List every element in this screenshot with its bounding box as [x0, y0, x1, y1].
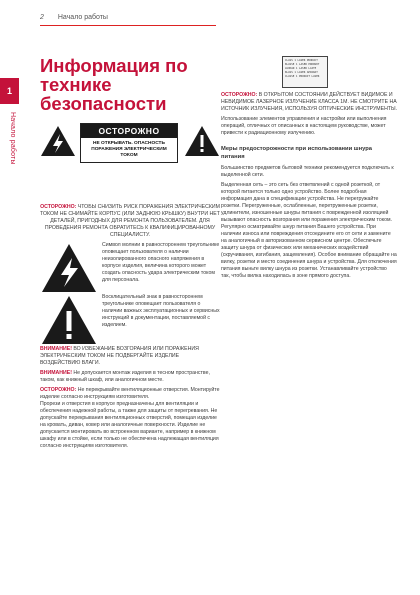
caution2-text: Не перекрывайте вентиляционные отверстия. Монтируйте изделие согласно инструкциям изготовителя. [40, 387, 220, 400]
laser-label [282, 56, 328, 88]
right-column [221, 92, 397, 283]
warning-graphic [40, 123, 220, 200]
laser-caution-paragraph [221, 92, 397, 113]
caution2-label: ОСТОРОЖНО: [40, 387, 77, 393]
caution-box-body: НЕ ОТКРЫВАТЬ. ОПАСНОСТЬ ПОРАЖЕНИЯ ЭЛЕКТРИЧЕСКИМ ТОКОМ [91, 141, 167, 158]
page-number: 2 [40, 14, 44, 21]
caution-label: ОСТОРОЖНО: [40, 204, 77, 210]
lightning-triangle-icon [40, 125, 76, 157]
power-heading: Меры предосторожности при использовании шнура питания [221, 146, 373, 160]
warning1-text: ВО ИЗБЕЖАНИЕ ВОЗГОРАНИЯ ИЛИ ПОРАЖЕНИЯ ЭЛЕКТРИЧЕСКИМ ТОКОМ НЕ ПОДВЕРГАЙТЕ ИЗДЕЛИЕ ВОЗДЕЙСТВИЮ ВЛАГИ. [40, 346, 199, 366]
caution-box [80, 123, 178, 163]
chapter-tab: 1 [0, 78, 19, 104]
warning1-paragraph [40, 346, 220, 367]
lightning-paragraph [40, 242, 220, 294]
caution-box-heading: ОСТОРОЖНО [81, 124, 177, 138]
laser-label-line: CLASSE 1 PRODUIT LASER [285, 75, 320, 78]
exclamation-triangle-icon [184, 125, 220, 157]
chapter-label: Начало работы [9, 112, 16, 165]
warning2-paragraph [40, 370, 220, 384]
laser-label-line: CLASS 1 LASER PRODUCT [285, 59, 318, 62]
laser-caution-label: ОСТОРОЖНО: [221, 92, 258, 98]
laser-note: Использование элементов управления и настройки или выполнения операций, отличных от описанных в настоящем руководстве, может привести к радиационному излучению. [221, 116, 387, 136]
page-header [40, 14, 108, 21]
power-paragraph-2: Выделенная сеть – это сеть без ответвлений с одной розеткой, от которой питается только одно устройство. Более подробная информация дана в спецификации устройства. Не перегружайте розетки. Перегруженные, ослабленные, перетруженные розетки, удлинители, изношенные шнуры питания с поврежденной изоляцией вызывают опасность возгорания или поражения электрическим током. Регулярно осматривайте шнур питания Вашего устройства. При наличии износа или повреждения отсоедините его от сети и замените на аналогичный в авторизованном сервисном центре. Обеспечьте защиту шнура от физических или механических воздействий (скручивания, изгибания, защемления). Особое внимание обращайте на вилку, розетки и место соединения шнура и устройства. Для отключения питания выньте вилку шнура из розетки. Устанавливайте устройство так, чтобы вилка находилась в зоне прямого доступа. [221, 182, 397, 279]
left-column [40, 56, 220, 453]
warning1-label: ВНИМАНИЕ! [40, 346, 72, 352]
exclamation-text: Восклицательный знак в равностороннем треугольнике оповещает пользователя о наличии важных эксплуатационных и сервисных инструкций в документации, поставляемой с изделием. [102, 294, 220, 328]
laser-label-line: KLASS 1 LASER APPARAT [285, 71, 318, 74]
laser-label-line: LUOKAN 1 LASER LAITE [285, 67, 317, 70]
caution2-paragraph [40, 387, 220, 401]
laser-label-lines [285, 59, 325, 79]
warning2-text: Не допускается монтаж изделия в тесном пространстве, таком, как книжный шкаф, или аналогичном месте. [40, 370, 210, 383]
power-paragraph-1: Большинство предметов бытовой техники рекомендуется подключать к выделенной сети. [221, 165, 394, 178]
section-title: Начало работы [57, 14, 108, 21]
exclamation-symbol-icon [40, 294, 98, 346]
caution2-text2: Прорези и отверстия в корпусе предназначены для вентиляции и обеспечения надежной работы, а также для защиты от перегревания. Не допускайте перекрывания вентиляционных отверстий, помещая изделие на кровать, диван, ковер или аналогичные поверхности. Изделие не допускается монтировать во встроенном варианте, например в книжном шкафу или в стойке, если только не обеспечена надлежащая вентиляция согласно инструкциям изготовителя. [40, 401, 219, 449]
laser-caution-text: В ОТКРЫТОМ СОСТОЯНИИ ДЕЙСТВУЕТ ВИДИМОЕ И НЕВИДИМОЕ ЛАЗЕРНОЕ ИЗЛУЧЕНИЕ КЛАССА 1М. НЕ СМОТРИТЕ НА ИСТОЧНИК ИЗЛУЧЕНИЯ, ИСПОЛЬЗУЯ ОПТИЧЕСКИЕ ИНСТРУМЕНТЫ. [221, 92, 398, 112]
caution-text: ЧТОБЫ СНИЗИТЬ РИСК ПОРАЖЕНИЯ ЭЛЕКТРИЧЕСКИМ ТОКОМ НЕ СНИМАЙТЕ КОРПУС (ИЛИ ЗАДНЮЮ КРЫШКУ) ВНУТРИ НЕТ ДЕТАЛЕЙ, ПРИГОДНЫХ ДЛЯ РЕМОНТА ПОЛЬЗОВАТЕЛЕМ. ДЛЯ ПРОВЕДЕНИЯ РЕМОНТА ОБРАТИТЕСЬ К КВАЛИФИЦИРОВАННОМУ СПЕЦИАЛИСТУ. [40, 204, 220, 238]
exclamation-paragraph [40, 294, 220, 346]
header-rule [40, 25, 216, 26]
warning2-label: ВНИМАНИЕ! [40, 370, 72, 376]
page-title: Информация по технике безопасности [40, 55, 188, 114]
caution-paragraph [40, 204, 220, 239]
laser-label-line: KLASSE 1 LASER PRODUKT [285, 63, 320, 66]
lightning-text: Символ молнии в равностороннем треугольнике оповещает пользователя о наличии неизолированного опасного напряжения в корпусе изделия, величина которого может создать опасность удара электрическим током для персонала. [102, 242, 220, 283]
lightning-symbol-icon [40, 242, 98, 294]
